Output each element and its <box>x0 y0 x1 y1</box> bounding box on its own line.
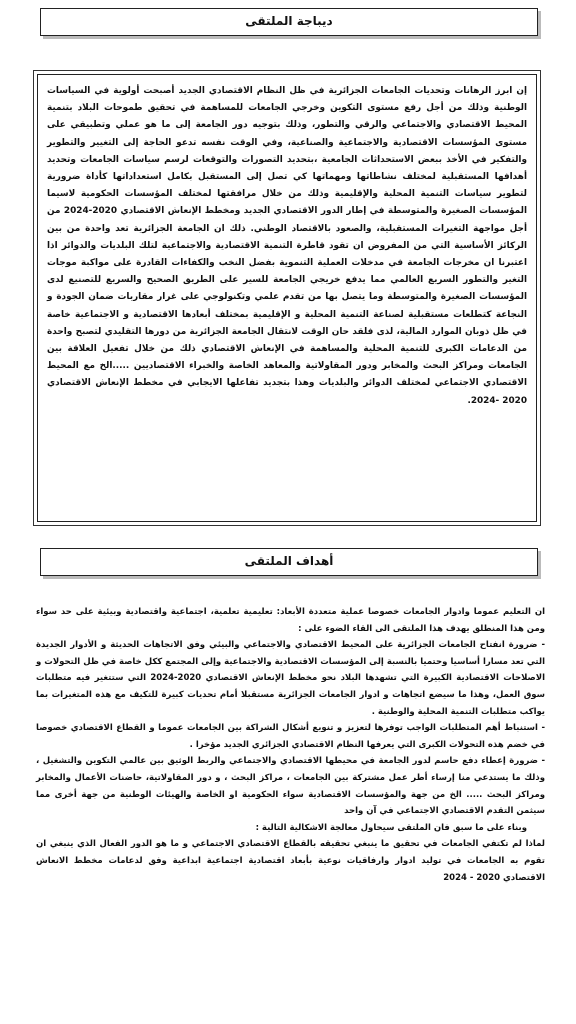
preamble-frame <box>33 70 541 526</box>
problem-statement: لماذا لم تكتفي الجامعات في تحقيق ما ينبغي تحقيقه بالقطاع الاقتصادي الاجتماعي و ما هو الدور الفعال الذي ينبغي ان تقوم به الجامعات في توليد ادوار وارفاقيات نوعية بأبعاد اقتصادية اجتماعية ابداعية وفق لدعامات مخطط الانعاش الاقتصادي 2020 - 2024 <box>36 839 545 883</box>
problem-statement-intro: وبناء على ما سبق فان الملتقى سيحاول معالجة الاشكالية التالية : <box>255 822 527 833</box>
section-title-preamble: ديباجة الملتقى <box>40 8 538 36</box>
preamble-paragraph: إن ابرز الرهانات وتحديات الجامعات الجزائرية في ظل النظام الاقتصادي الجديد أصبحت أولوية في السياسات الوطنية وذلك من أجل رفع مستوى التكوين وخرجي الجامعات للمساهمة في تحقيق طموحات البلاد بتنمية المحيط الاقتصادي والاجتماعي والرقي والتطور، وذلك بتوجيه دور الجامعة إلى ما هو عملي وتطبيقي على مستوى المؤسسات الاقتصادية والاجتماعية والصناعية، وفي الوقت نفسه تدعو الحاجة إلى التغيير والتطوير والتفكير في الأخذ ببعض الاستحداثات الجامعية ،بتحديد التصورات والتوقعات لرسم سياسات الجامعات وتحديد أهدافها المستقبلية لمختلف نشاطاتها ومهماتها كي تصل إلى المستقبل بكامل استعداداتها كأداة ضرورية لتطوير سياسات التنمية المحلية والإقليمية وذلك من خلال مرافقتها لمختلف المؤسسات الحكومية لاسيما المؤسسات الصغيرة والمتوسطة في إطار الدور الاقتصادي الجديد ومخطط الإنعاش الاقتصادي 2020-2024 من أجل مواجهة التغيرات المستقبلية، والصعود بالاقتصاد الوطني. ذلك ان الجامعة الجزائرية تعد واحدة من بين الركائز الأساسية التي من المفروض ان تقود قاطرة التنمية الاقتصادية والاجتماعية لتلك البلديات والدوائر اذا اعتبرنا ان مخرجات الجامعة في مدخلات العملية التنموية بفضل النخب والكفاءات القادرة على مواكبة موجات التغير والتطور السريع العالمي مما يدفع خريجي الجامعة للسير على الطريق الصحيح والسريع للتصنيع لدى المؤسسات الصغيرة والمتوسطة وما يتصل بها من تقدم علمي وتكنولوجي على غرار مقاربات ضمان الجودة و النجاعة كتطلعات مستقبلية لصناعة التنمية المحلية و الإقليمية بمختلف أبعادها الاقتصادية و الاجتماعية خاصة في ظل ذوبان الموارد المالية، لذى فلقد حان الوقت لانتقال الجامعة الجزائرية من دورها التقليدي لتصبح واحدة من الدعامات الكبرى للتنمية المحلية والمساهمة في الإنعاش الاقتصادي ذلك من خلال تفعيل العلاقة بين الجامعات ومراكز البحث والمخابر ودور المقاولاتية والمعاهد الخاصة والخبراء الاقتصاديين .....الخ مع المحيط الاقتصادي الاجتماعي لمختلف الدوائر والبلديات وهذا بتجديد تفاعلها الايجابي في مخطط الإنعاش الاقتصادي 2020 -2024. <box>47 86 527 406</box>
section-title-objectives: أهداف الملتقى <box>40 548 538 576</box>
preamble-inner-frame <box>37 74 537 522</box>
objective-item: - ضرورة انفتاح الجامعات الجزائرية على المحيط الاقتصادي والاجتماعي والبيئي وفق الاتجاهات الحديثة و الأدوار الجديدة التي تعد مسارا أساسيا وحتميا بالنسبة إلى المؤسسات الاقتصادية والاجتماعية وإلى المجتمع ككل خاصة في ظل التحولات و الاصلاحات الاقتصادية الكبيرة التي تشهدها البلاد نحو مخطط الإنعاش الاقتصادي 2020-2024 التي ستتغير فيه متطلبات سوق العمل، وهذا ما سيضع اتجاهات و ادوار الجامعات الجزائرية مستقبلا أمام تحديات كبيرة للتكيف مع هذه المتغيرات بما يواكب متطلبات التنمية المحلية والوطنية . <box>36 640 545 717</box>
objective-item: - ضرورة إعطاء دفع حاسم لدور الجامعة في محيطها الاقتصادي والاجتماعي والربط الوثيق بين عالمي التكوين والتشغيل ، وذلك ما يستدعي منا إرساء أطر عمل مشتركة بين الجامعات ، مراكز البحث ، و دور المقاولاتية، حاضنات الأعمال والمخابر ومراكز البحث ..... الخ من جهة والمؤسسات الاقتصادية سواء الحكومية او الخاصة والهيئات الوطنية من جهة أخرى مما سيثمن التقدم الاقتصادي الاجتماعي في آن واحد <box>36 756 545 817</box>
objectives-section <box>36 604 545 886</box>
objectives-intro: ان التعليم عموما وادوار الجامعات خصوصا عملية متعددة الأبعاد: تعليمية تعلمية، اجتماعية واقتصادية وبيئية على حد سواء ومن هذا المنطلق يهدف هذا الملتقى الى القاء الضوء على : <box>36 607 545 634</box>
objective-item: - استنباط أهم المتطلبات الواجب توفرها لتعزيز و تنويع أشكال الشراكة بين الجامعات عموما و القطاع الاقتصادي خصوصا في خضم هذه التحولات الكبرى التي يعرفها النظام الاقتصادي الجزائري الجديد مؤخرا . <box>36 723 545 750</box>
